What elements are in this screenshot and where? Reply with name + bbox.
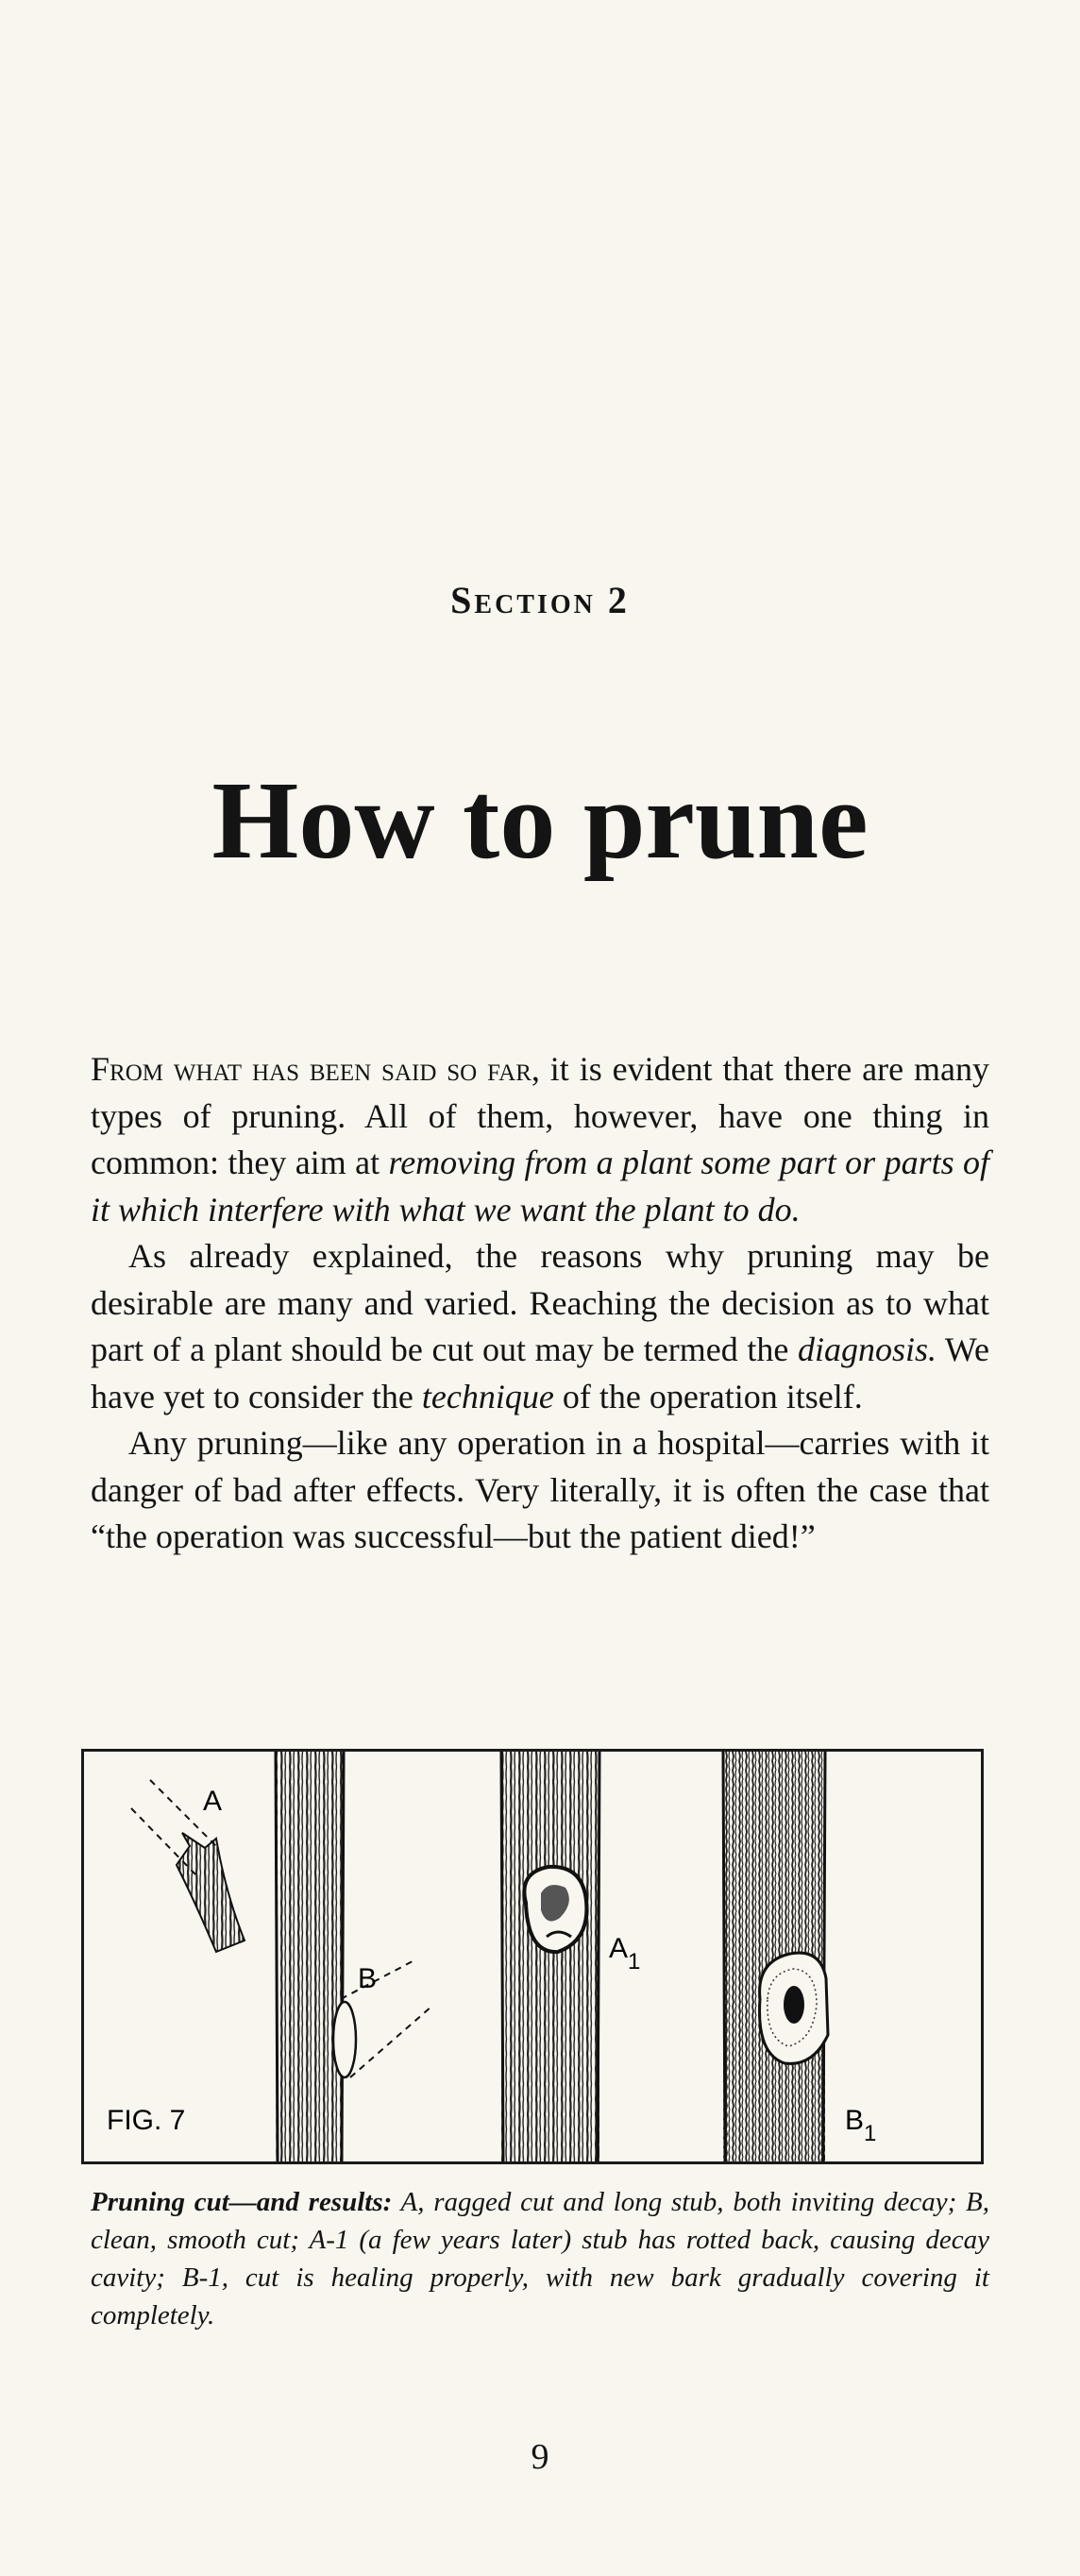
- pruning-illustration: [84, 1752, 981, 2161]
- body-text: [91, 1046, 989, 1561]
- figure-caption: [91, 2183, 989, 2334]
- paragraph-emphasis: technique: [421, 1377, 554, 1415]
- caption-lead: Pruning cut—and results:: [91, 2187, 393, 2217]
- tree-with-decay-cavity: [501, 1752, 599, 2161]
- caption-text: A, ragged cut and long stub, both inviting decay; B, clean, smooth cut; A-1 (a few years later) stub has rotted back, causing decay cavity; B-1, cut is healing properly, with new bark gradually covering it completely.: [91, 2187, 989, 2330]
- section-label: Section 2: [450, 579, 630, 621]
- paragraph-text: We have yet to consider the: [91, 1330, 989, 1415]
- label-b1-subscript: 1: [864, 2121, 877, 2146]
- paragraph-3: [91, 1420, 989, 1561]
- paragraph-text: Any pruning—like any operation in a hospital—carries with it danger of bad after effects. Very literally, it is often the case that “the operation was successful—but the patient died!”: [91, 1424, 989, 1555]
- figure-number: FIG. 7: [107, 2105, 186, 2136]
- paragraph-emphasis: removing from a plant some part or parts of it which interfere with what we want the plant to do.: [91, 1144, 990, 1229]
- label-b1-letter: B: [845, 2105, 865, 2136]
- paragraph-1: [91, 1046, 989, 1233]
- paragraph-text: As already explained, the reasons why pruning may be desirable are many and varied. Reaching the decision as to what part of a plant should be cut out may be termed the: [91, 1237, 989, 1368]
- label-a: A: [203, 1786, 223, 1817]
- label-b: B: [358, 1963, 378, 1994]
- label-a1: [609, 1933, 640, 1974]
- label-b1: [845, 2105, 876, 2146]
- page-title: How to prune: [211, 758, 869, 882]
- paragraph-2: [91, 1233, 989, 1420]
- paragraph-lead: From what has been said so far,: [91, 1050, 540, 1088]
- tree-with-cuts: [131, 1752, 431, 2161]
- label-a1-subscript: 1: [628, 1949, 641, 1974]
- tree-with-healing-cut: [723, 1752, 828, 2161]
- figure-7: [81, 1749, 984, 2164]
- paragraph-emphasis: diagnosis.: [797, 1330, 937, 1368]
- label-a1-letter: A: [609, 1933, 629, 1964]
- paragraph-text: it is evident that there are many types of pruning. All of them, however, have one thing in common: they aim at: [91, 1050, 989, 1181]
- paragraph-text: of the operation itself.: [553, 1377, 863, 1415]
- page-number: 9: [531, 2437, 549, 2477]
